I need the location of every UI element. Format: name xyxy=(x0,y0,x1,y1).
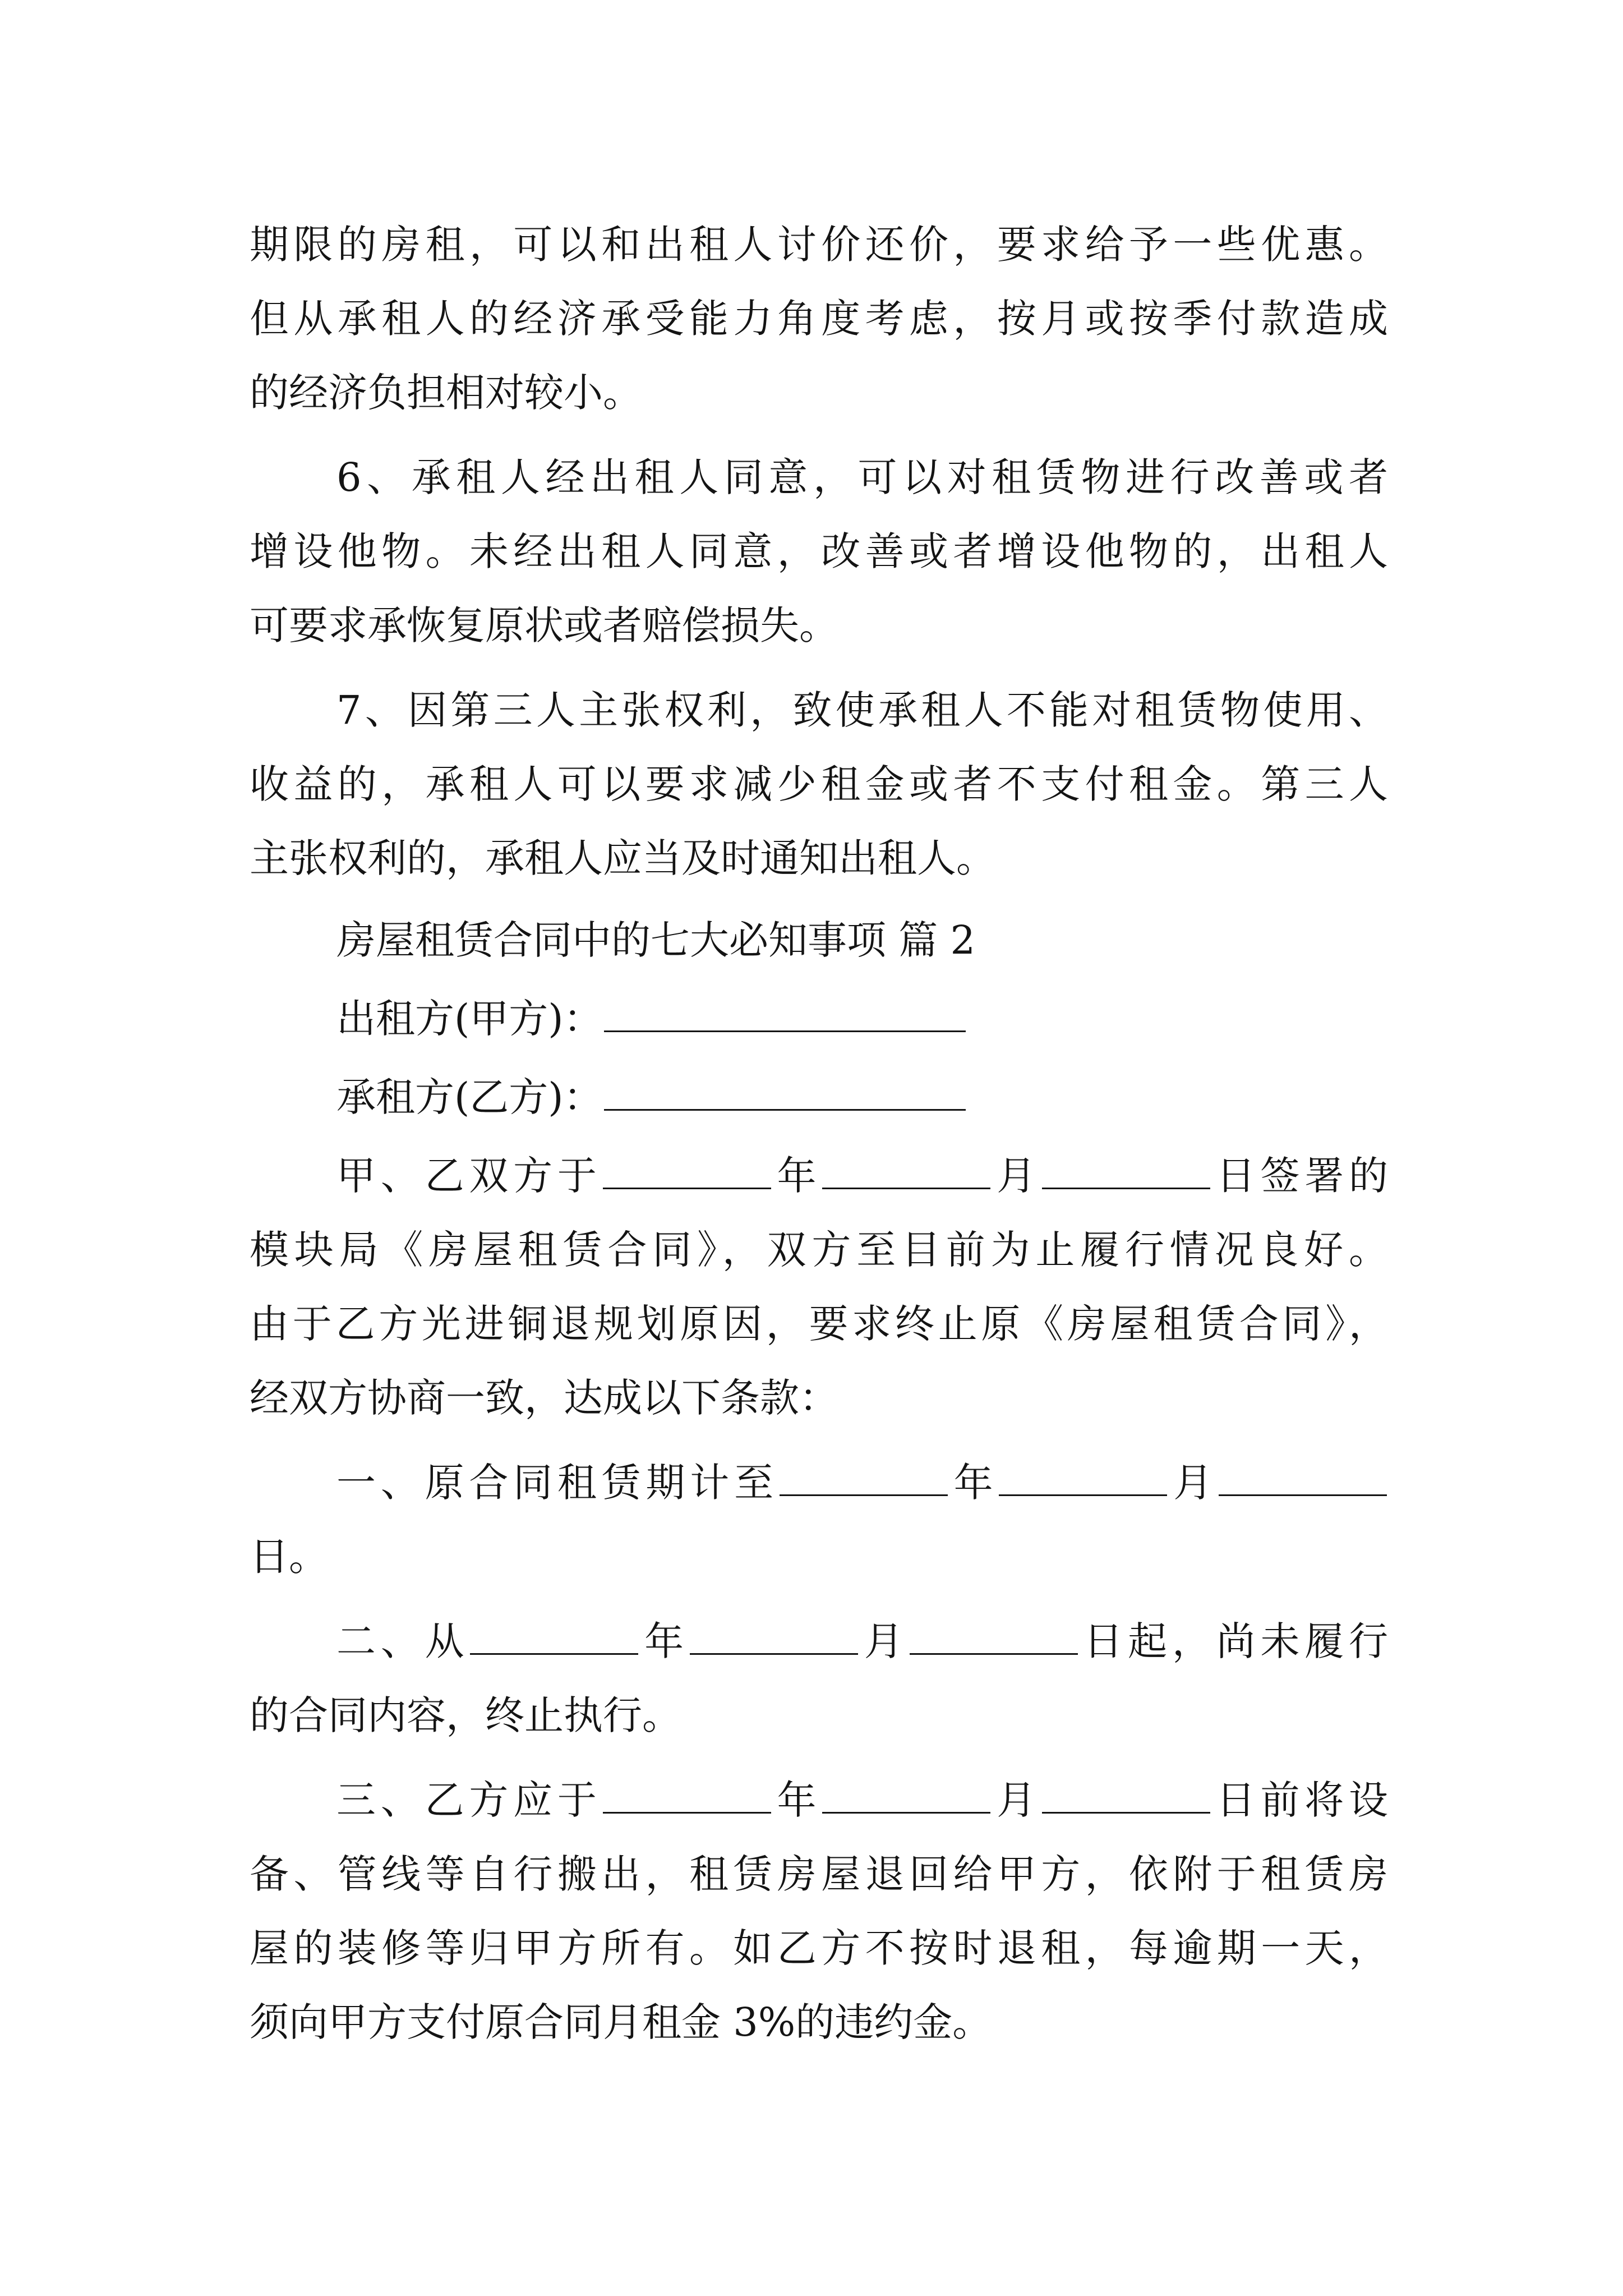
day-blank xyxy=(1042,1777,1210,1814)
text-line: 期限的房租，可以和出租人讨价还价，要求给予一些优惠。 xyxy=(250,222,1388,268)
text-line: 由于乙方光进铜退规划原因，要求终止原《房屋租赁合同》， xyxy=(250,1301,1388,1347)
clause-3-prefix: 三、乙方应于 xyxy=(336,1777,602,1823)
text-line: 6、承租人经出租人同意，可以对租赁物进行改善或者 xyxy=(336,454,1388,500)
party-a-line xyxy=(336,982,1388,1056)
sign-prefix: 甲、乙双方于 xyxy=(336,1153,602,1199)
sign-suffix: 日签署的 xyxy=(1211,1153,1389,1199)
party-b-blank xyxy=(604,1074,966,1111)
month-blank xyxy=(999,1460,1167,1496)
year-label: 年 xyxy=(772,1777,822,1823)
month-blank xyxy=(822,1153,990,1189)
clause-2-prefix: 二、从 xyxy=(336,1618,469,1664)
year-blank xyxy=(603,1777,771,1814)
clause-2-line xyxy=(336,1604,1388,1678)
clause-1-line xyxy=(336,1446,1388,1520)
text-line: 可要求承恢复原状或者赔偿损失。 xyxy=(250,602,838,648)
text-line: 的合同内容，终止执行。 xyxy=(250,1692,681,1738)
clause-1-prefix: 一、原合同租赁期计至 xyxy=(336,1460,778,1506)
clause-3-suffix: 日前将设 xyxy=(1211,1777,1389,1823)
text-line: 收益的，承租人可以要求减少租金或者不支付租金。第三人 xyxy=(250,761,1388,807)
month-blank xyxy=(690,1618,858,1655)
day-blank xyxy=(910,1618,1078,1655)
year-blank xyxy=(603,1153,771,1189)
text-line: 备、管线等自行搬出，租赁房屋退回给甲方，依附于租赁房 xyxy=(250,1851,1388,1897)
sign-date-line xyxy=(336,1139,1388,1213)
clause-2-suffix: 日起，尚未履行 xyxy=(1078,1618,1389,1664)
party-b-line xyxy=(336,1060,1388,1134)
text-line: 但从承租人的经济承受能力角度考虑，按月或按季付款造成 xyxy=(250,296,1388,342)
text-line: 经双方协商一致，达成以下条款： xyxy=(250,1375,838,1421)
clause-3-line xyxy=(336,1763,1388,1837)
text-line: 模块局《房屋租赁合同》，双方至目前为止履行情况良好。 xyxy=(250,1227,1388,1273)
year-label: 年 xyxy=(772,1153,822,1199)
month-label: 月 xyxy=(992,1777,1041,1823)
month-blank xyxy=(822,1777,990,1814)
party-a-label: 出租方(甲方)： xyxy=(336,996,603,1042)
text-line: 屋的装修等归甲方所有。如乙方不按时退租，每逾期一天， xyxy=(250,1925,1388,1971)
year-blank xyxy=(470,1618,638,1655)
month-label: 月 xyxy=(992,1153,1041,1199)
text-line: 7、因第三人主张权利，致使承租人不能对租赁物使用、 xyxy=(336,687,1388,733)
month-label: 月 xyxy=(1168,1460,1218,1506)
party-a-blank xyxy=(604,996,966,1032)
year-label: 年 xyxy=(948,1460,998,1506)
text-line: 须向甲方支付原合同月租金 3%的违约金。 xyxy=(250,1999,992,2045)
party-b-label: 承租方(乙方)： xyxy=(336,1074,603,1120)
year-label: 年 xyxy=(639,1618,689,1664)
day-blank xyxy=(1219,1460,1387,1496)
text-line: 的经济负担相对较小。 xyxy=(250,370,642,416)
text-line: 日。 xyxy=(250,1534,328,1580)
text-line: 增设他物。未经出租人同意，改善或者增设他物的，出租人 xyxy=(250,528,1388,574)
day-blank xyxy=(1042,1153,1210,1189)
text-line: 主张权利的，承租人应当及时通知出租人。 xyxy=(250,835,995,881)
section-heading: 房屋租赁合同中的七大必知事项 篇 2 xyxy=(336,917,976,963)
year-blank xyxy=(780,1460,948,1496)
month-label: 月 xyxy=(859,1618,909,1664)
